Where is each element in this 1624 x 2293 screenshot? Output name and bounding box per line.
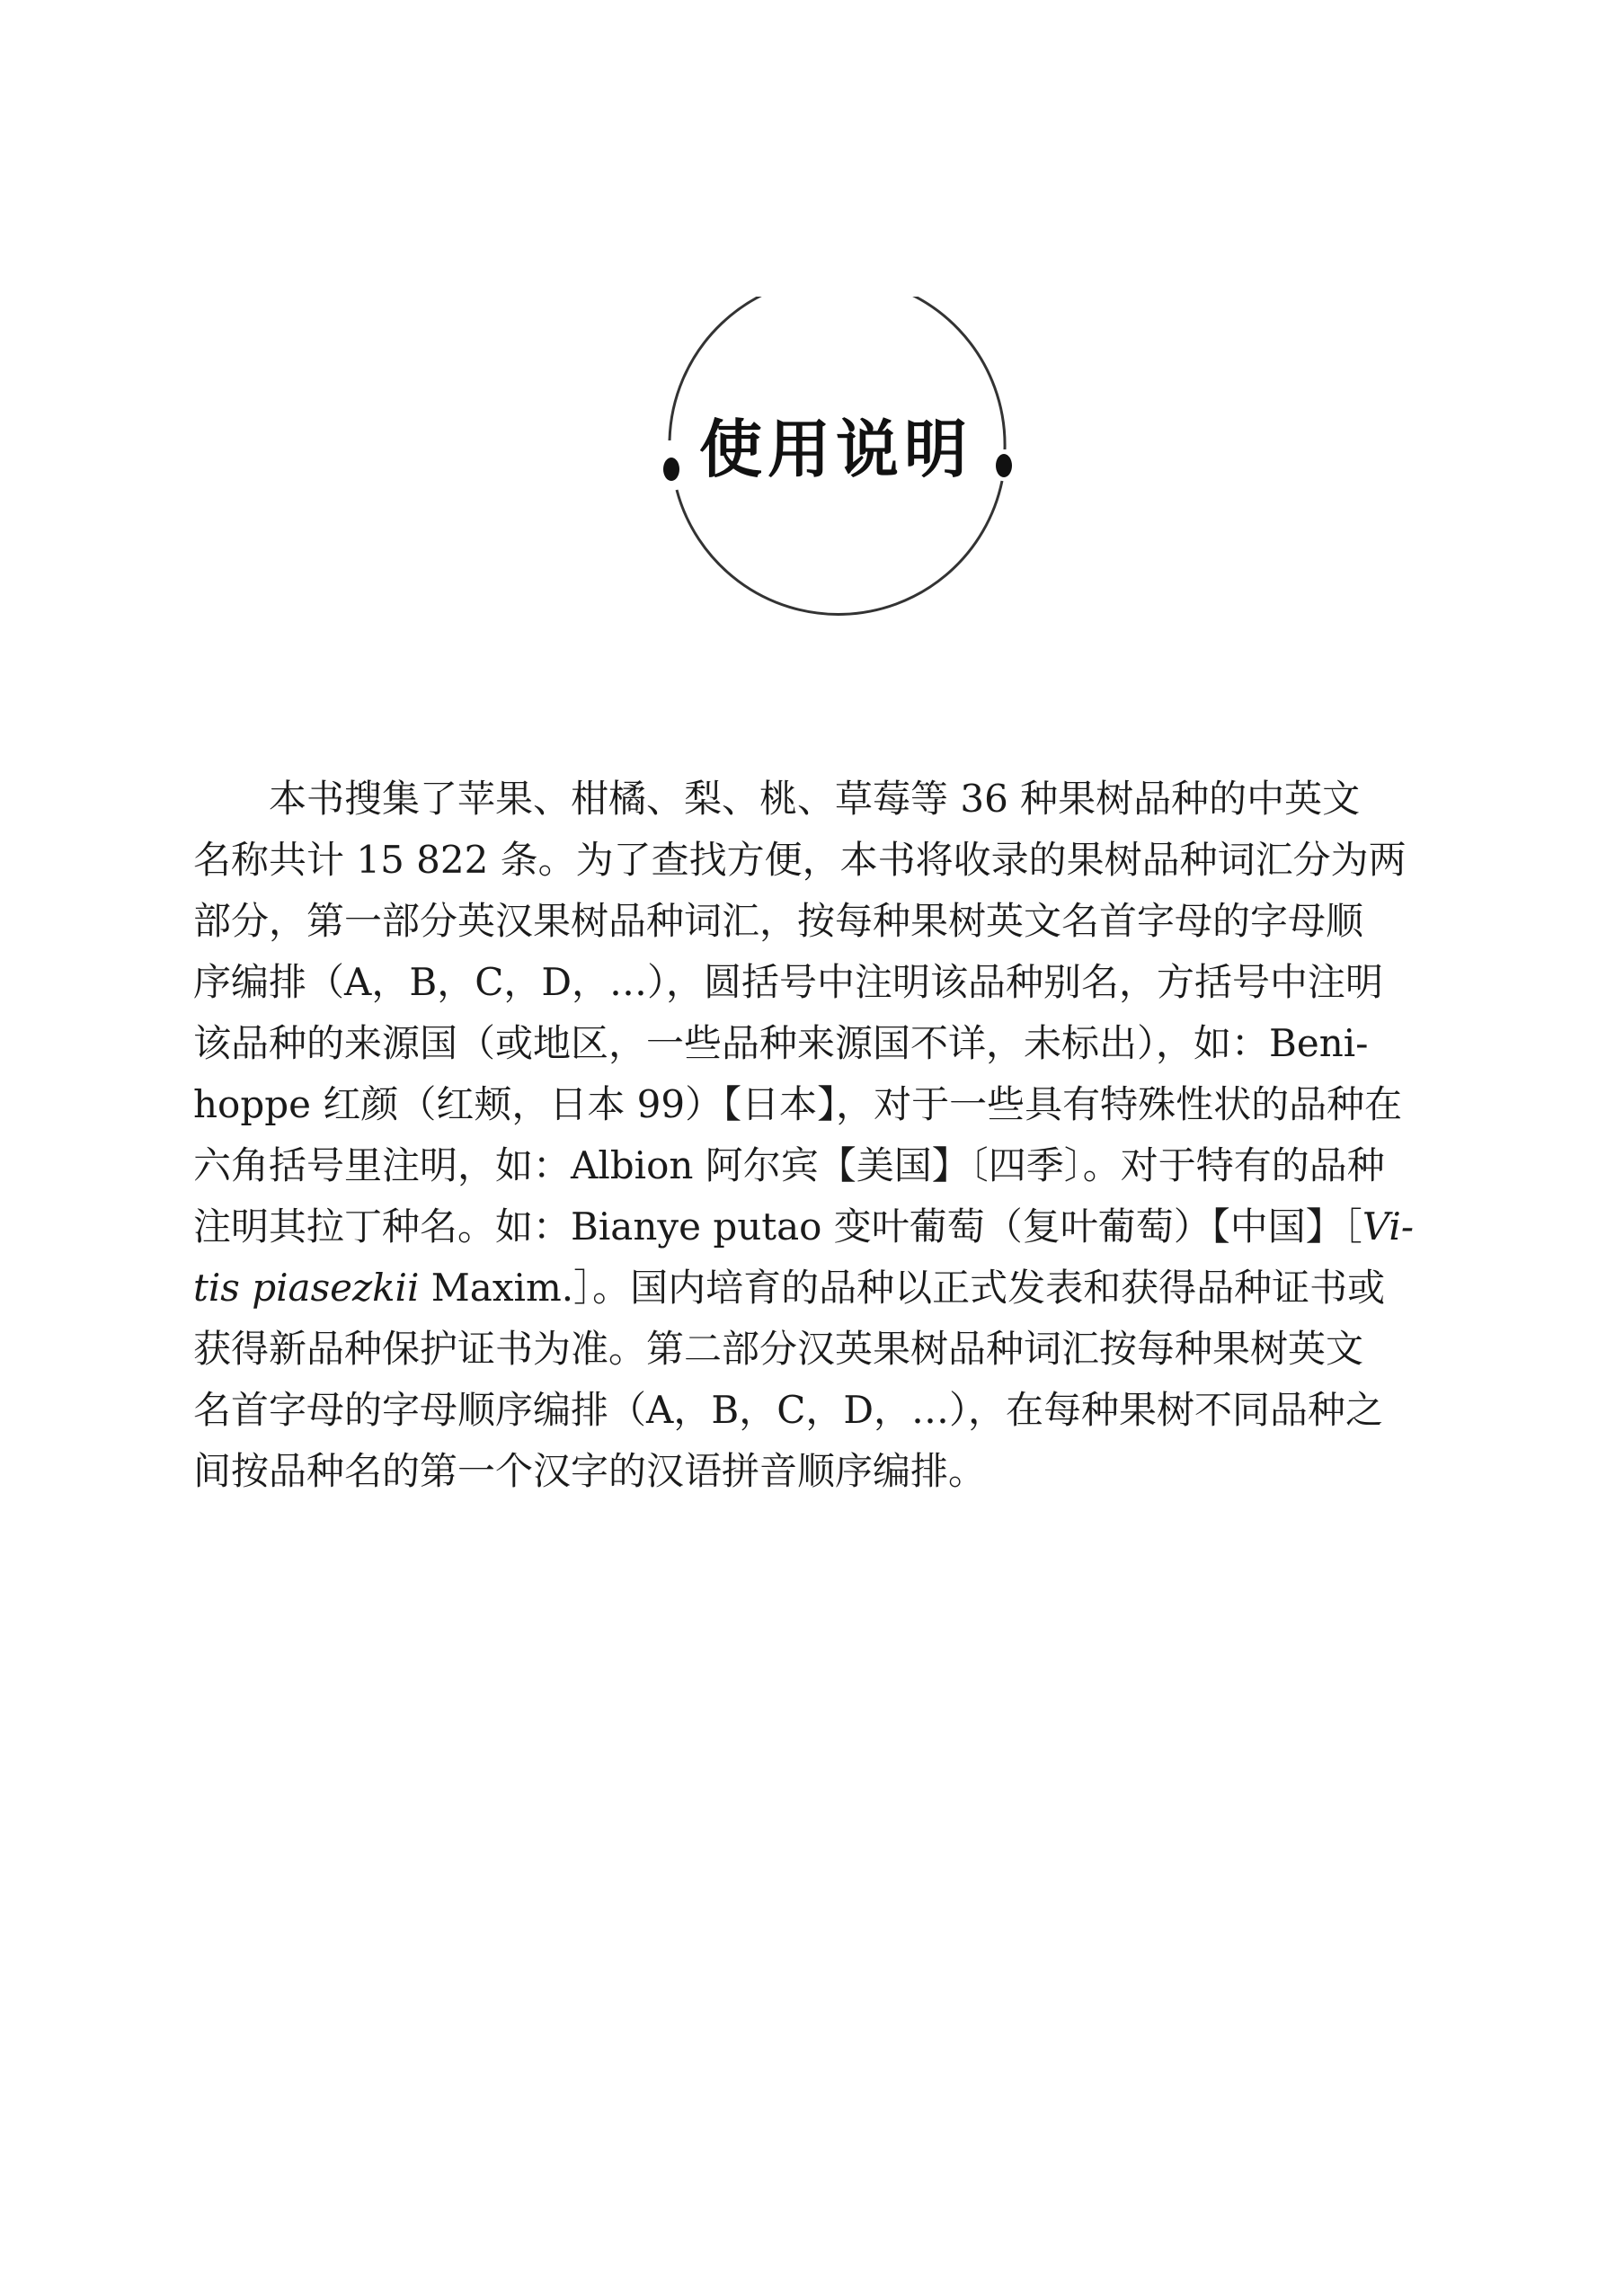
latin-name-italic: Vi- [1362, 1204, 1415, 1249]
page-title: 使用说明 [699, 413, 972, 486]
right-dot-ornament [996, 454, 1012, 477]
text-line: 名称共计 15 822 条。为了查找方便，本书将收录的果树品种词汇分为两 [193, 838, 1407, 882]
text-line: 该品种的来源国（或地区，一些品种来源国不详，未标出），如：Beni- [193, 1021, 1369, 1065]
left-dot-ornament [663, 458, 679, 481]
latin-name-italic: tis piasezkii [193, 1266, 420, 1310]
text-line: hoppe 红颜（红颊，日本 99）【日本】，对于一些具有特殊性状的品种在 [193, 1082, 1403, 1126]
text-line: 部分，第一部分英汉果树品种词汇，按每种果树英文名首字母的字母顺 [193, 899, 1364, 943]
text-line [193, 1196, 1478, 1258]
text-line: 名首字母的字母顺序编排（A，B，C，D，…），在每种果树不同品种之 [193, 1388, 1384, 1432]
text-line: 六角括号里注明，如：Albion 阿尔宾【美国】〔四季〕。对于特有的品种 [193, 1143, 1385, 1187]
text-line: 获得新品种保护证书为准。第二部分汉英果树品种词汇按每种果树英文 [193, 1327, 1364, 1371]
text-line-segment: 注明其拉丁种名。如：Bianye putao 变叶葡萄（复叶葡萄）【中国】［ [193, 1204, 1362, 1249]
text-line-segment: Maxim.］。国内培育的品种以正式发表和获得品种证书或 [419, 1266, 1386, 1310]
text-line: 间按品种名的第一个汉字的汉语拼音顺序编排。 [193, 1449, 987, 1493]
body-paragraph [193, 769, 1478, 1502]
text-line: 本书搜集了苹果、柑橘、梨、桃、草莓等 36 种果树品种的中英文 [269, 777, 1361, 821]
text-line: 序编排（A，B，C，D，…），圆括号中注明该品种别名，方括号中注明 [193, 960, 1384, 1004]
text-line [193, 1258, 1478, 1319]
